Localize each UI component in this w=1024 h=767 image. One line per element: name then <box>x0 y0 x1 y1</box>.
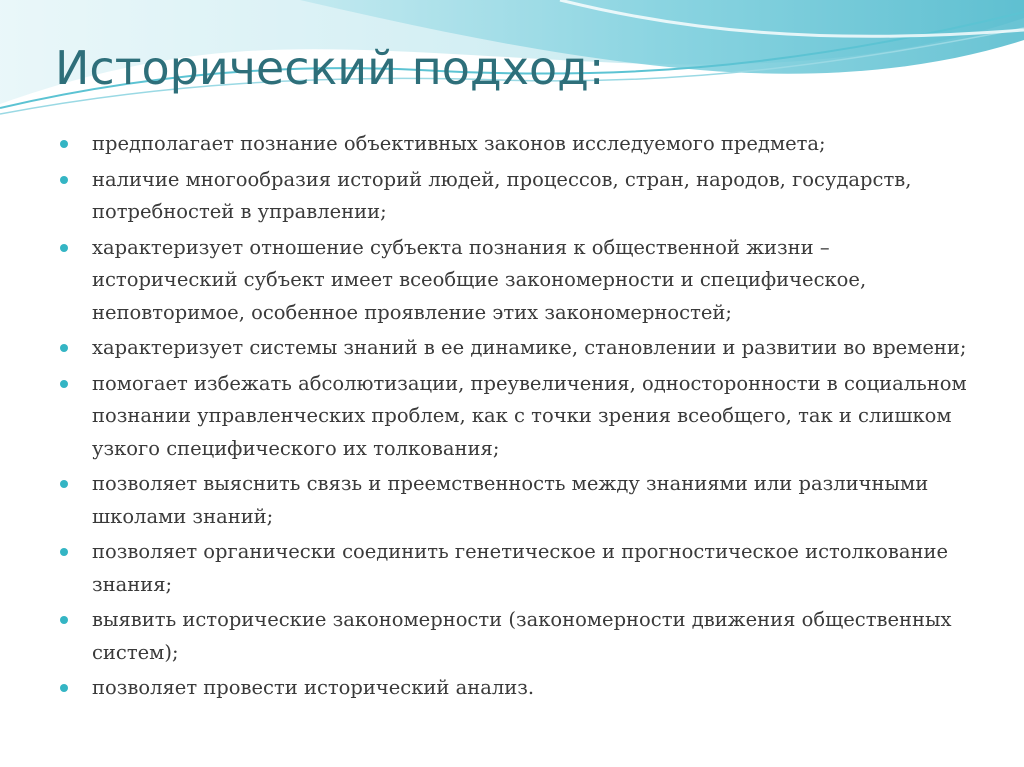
list-item-text: выявить исторические закономерности (закономерности движения общественных систем); <box>92 608 952 664</box>
list-item <box>58 128 968 161</box>
bullet-dot-icon <box>60 548 68 556</box>
list-item <box>58 536 968 601</box>
list-item-text: позволяет выяснить связь и преемственность между знаниями или различными школами знаний; <box>92 472 929 528</box>
slide-title: Исторический подход: <box>55 41 605 95</box>
list-item <box>58 672 968 705</box>
list-item-text: позволяет провести исторический анализ. <box>92 676 535 699</box>
list-item-text: предполагает познание объективных законов исследуемого предмета; <box>92 132 826 155</box>
bullet-dot-icon <box>60 480 68 488</box>
list-item <box>58 232 968 330</box>
list-item <box>58 604 968 669</box>
list-item <box>58 164 968 229</box>
list-item-text: позволяет органически соединить генетическое и прогностическое истолкование знания; <box>92 540 948 596</box>
bullet-dot-icon <box>60 344 68 352</box>
list-item <box>58 368 968 466</box>
list-item-text: характеризует отношение субъекта познания к общественной жизни – исторический субъект имеет всеобщие закономерности и специфическое, неповторимое, особенное проявление этих закономерностей; <box>92 235 867 324</box>
bullet-dot-icon <box>60 380 68 388</box>
bullet-dot-icon <box>60 176 68 184</box>
bullet-dot-icon <box>60 684 68 692</box>
bullet-dot-icon <box>60 140 68 148</box>
list-item-text: помогает избежать абсолютизации, преувеличения, односторонности в социальном познании управленческих проблем, как с точки зрения всеобщего, так и слишком узкого специфического их толкования; <box>92 371 967 460</box>
bullet-dot-icon <box>60 616 68 624</box>
list-item <box>58 332 968 365</box>
bullet-list <box>58 128 968 708</box>
list-item-text: наличие многообразия историй людей, процессов, стран, народов, государств, потребностей в управлении; <box>92 167 912 223</box>
list-item <box>58 468 968 533</box>
list-item-text: характеризует системы знаний в ее динамике, становлении и развитии во времени; <box>92 336 967 359</box>
bullet-dot-icon <box>60 244 68 252</box>
